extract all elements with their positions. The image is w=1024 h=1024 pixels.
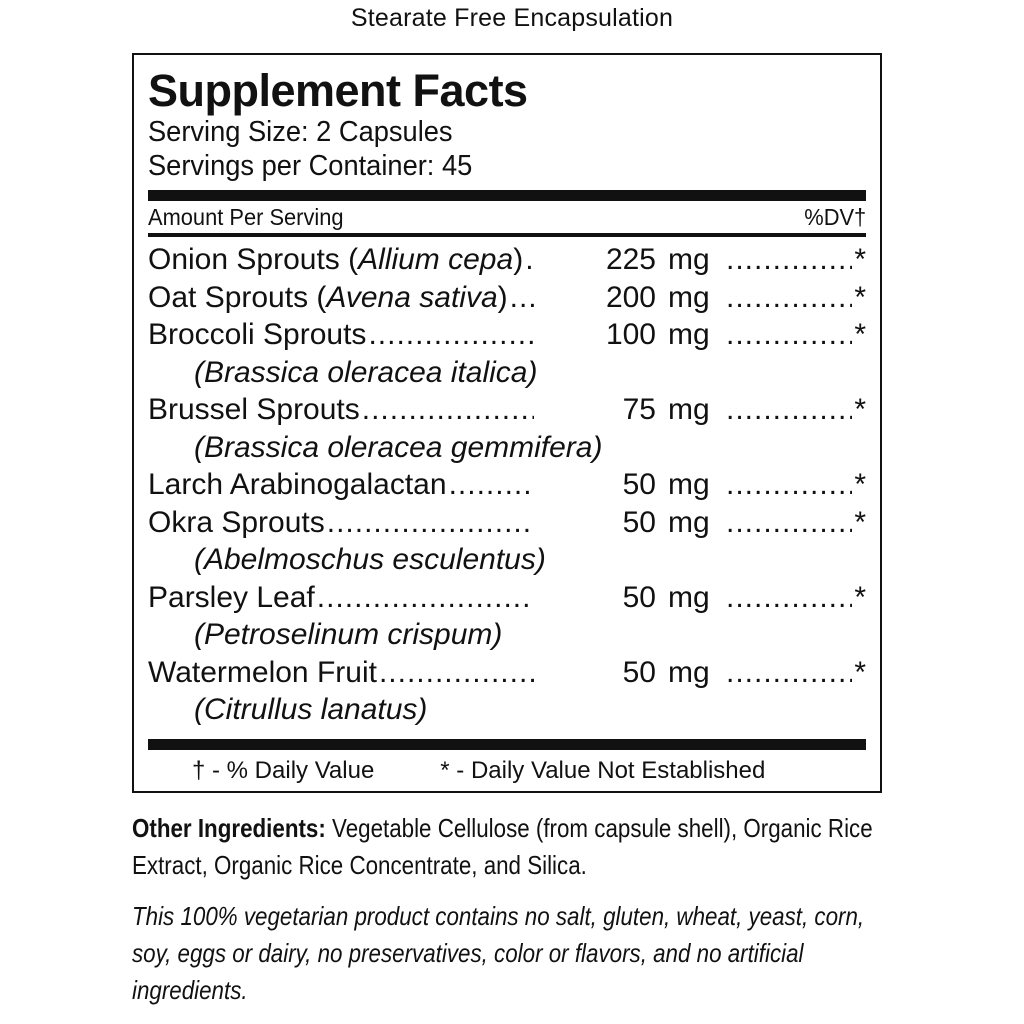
ingredient-row — [148, 391, 866, 429]
dot-leader — [368, 316, 534, 354]
dot-leader — [449, 466, 534, 504]
top-caption: Stearate Free Encapsulation — [350, 4, 674, 32]
ingredient-row — [148, 466, 866, 504]
ingredient-amount: 50 — [622, 655, 656, 689]
other-ingredients-label: Other Ingredients: — [132, 813, 326, 843]
ingredient-row — [148, 504, 866, 542]
ingredient-unit: mg — [668, 468, 710, 501]
ingredient-amount: 100 — [605, 318, 656, 351]
dot-leader — [317, 579, 534, 617]
dot-leader — [379, 654, 534, 692]
ingredient-name: Onion Sprouts (Allium cepa) — [148, 243, 524, 276]
ingredient-name: Oat Sprouts (Avena sativa) — [148, 280, 508, 314]
dot-leader — [726, 654, 852, 692]
footnote-not-established: * - Daily Value Not Established — [440, 756, 766, 784]
ingredient-amount: 75 — [622, 393, 656, 426]
ingredient-unit: mg — [668, 280, 710, 314]
ingredient-latin-name: (Abelmoschus esculentus) — [194, 543, 546, 576]
ingredient-unit: mg — [668, 655, 710, 689]
footnote-daily-value: † - % Daily Value — [192, 756, 375, 784]
top-divider-bar — [148, 190, 866, 201]
ingredient-dv: * — [854, 580, 866, 614]
ingredient-name: Parsley Leaf — [148, 580, 315, 614]
ingredient-amount: 50 — [622, 505, 656, 539]
dot-leader — [362, 391, 534, 429]
ingredient-dv: * — [854, 655, 866, 689]
ingredient-row — [148, 579, 866, 617]
servings-per-container: Servings per Container: 45 — [148, 150, 473, 182]
ingredient-dv: * — [854, 393, 866, 426]
ingredient-unit: mg — [668, 580, 710, 614]
dot-leader — [525, 241, 534, 279]
ingredient-unit: mg — [668, 505, 710, 539]
ingredient-dv: * — [854, 243, 866, 276]
ingredient-name: Larch Arabinogalactan — [148, 468, 447, 501]
ingredient-name: Okra Sprouts — [148, 505, 325, 539]
ingredient-list — [148, 241, 866, 729]
other-ingredients — [132, 810, 892, 884]
dot-leader — [726, 504, 852, 542]
ingredient-unit: mg — [668, 318, 710, 351]
dv-header: %DV† — [804, 204, 866, 230]
vegetarian-note: This 100% vegetarian product contains no salt, gluten, wheat, yeast, corn, soy, eggs or dairy, no preservatives, color or flavors, and no artificial ingredients. — [132, 901, 865, 1005]
ingredient-amount: 50 — [622, 580, 656, 614]
serving-size: Serving Size: 2 Capsules — [148, 116, 453, 148]
dot-leader — [726, 391, 852, 429]
ingredient-row — [148, 316, 866, 354]
supplement-facts-panel — [132, 53, 882, 793]
ingredient-amount: 225 — [605, 243, 656, 276]
ingredient-dv: * — [854, 468, 866, 501]
dot-leader — [726, 316, 852, 354]
ingredient-dv: * — [854, 318, 866, 351]
ingredient-latin-name: (Petroselinum crispum) — [194, 618, 503, 651]
ingredient-name: Broccoli Sprouts — [148, 318, 367, 351]
bottom-divider-bar — [148, 739, 866, 750]
ingredient-dv: * — [854, 280, 866, 314]
ingredient-unit: mg — [668, 243, 710, 276]
facts-title: Supplement Facts — [148, 65, 528, 116]
dot-leader — [510, 279, 534, 317]
ingredient-name: Brussel Sprouts — [148, 393, 360, 426]
ingredient-row — [148, 241, 866, 279]
amount-per-serving-label: Amount Per Serving — [148, 204, 344, 230]
dot-leader — [726, 466, 852, 504]
ingredient-latin-name: (Citrullus lanatus) — [194, 693, 428, 726]
dot-leader — [327, 504, 534, 542]
ingredient-amount: 50 — [622, 468, 656, 501]
footnotes — [148, 756, 866, 786]
ingredient-amount: 200 — [605, 280, 656, 314]
ingredient-latin-name: (Brassica oleracea gemmifera) — [194, 430, 603, 464]
ingredient-unit: mg — [668, 393, 710, 426]
ingredient-row — [148, 654, 866, 692]
ingredient-dv: * — [854, 505, 866, 539]
ingredient-latin-name: (Brassica oleracea italica) — [194, 355, 538, 389]
dot-leader — [726, 241, 852, 279]
other-ingredients-text: Vegetable Cellulose (from capsule shell), Organic Rice Extract, Organic Rice Concentrate, and Silica. — [132, 813, 873, 880]
dot-leader — [726, 279, 852, 317]
ingredient-name: Watermelon Fruit — [148, 655, 377, 689]
ingredient-row — [148, 279, 866, 317]
amount-header — [148, 203, 866, 237]
dot-leader — [726, 579, 852, 617]
